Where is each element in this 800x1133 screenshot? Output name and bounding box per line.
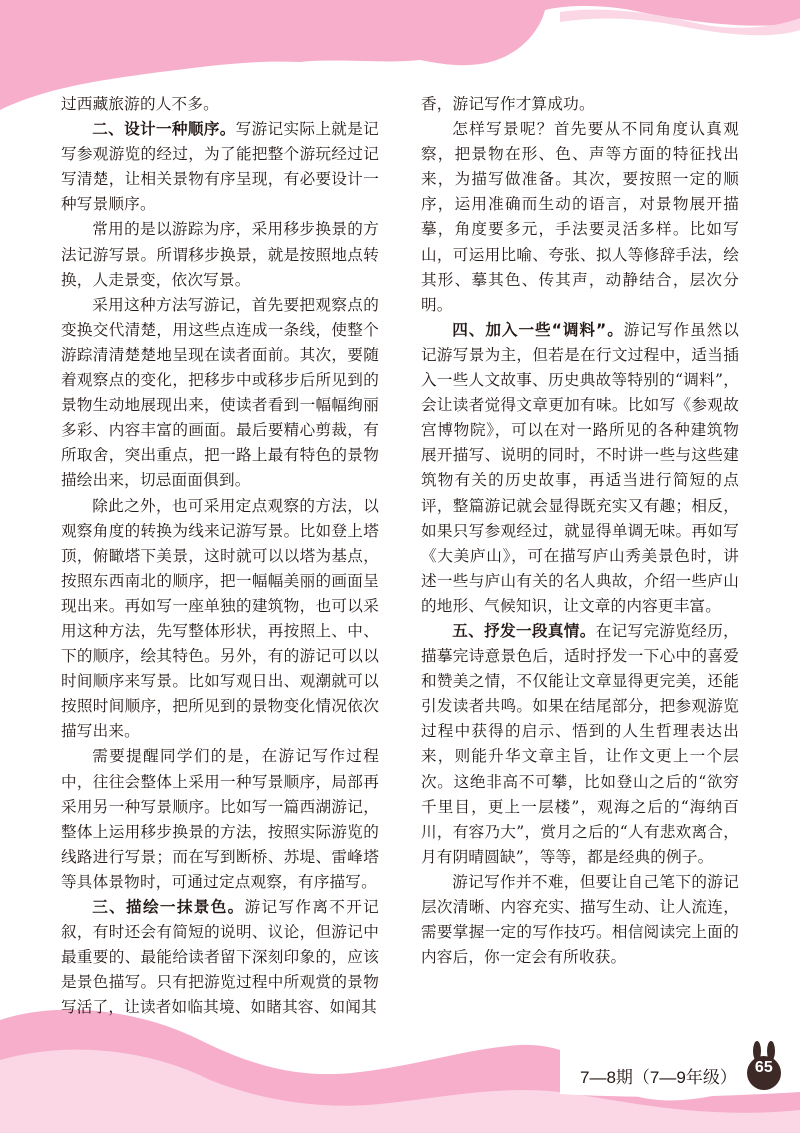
page-number: 65 (754, 1059, 773, 1076)
text: 游记写作虽然以记游写景为主，但若是在行文过程中，适当插入一些人文故事、历史典故等特别的“调料”，会让读者觉得文章更加有味。比如写《参观故宫博物院》，可以在对一路所见的各种建筑物展开描写、说明的同时，不时讲一些与这些建筑物有关的历史故事，再适当进行简短的点评，整篇游记就会显得既充实又有趣；相反，如果只写参观经过，就显得单调无味。再如写《大美庐山》，可在描写庐山秀美景色时，讲述一些与庐山有关的名人典故，介绍一些庐山的地形、气候知识，让文章的内容更丰富。 (421, 320, 739, 615)
section-heading: 三、描绘一抹景色。 (92, 898, 245, 916)
section-two (61, 117, 379, 217)
right-column (421, 92, 739, 970)
section-five (421, 619, 739, 870)
section-heading: 二、设计一种顺序。 (92, 120, 236, 139)
text: 需要提醒同学们的是，在游记写作过程中，往往会整体上采用一种写景顺序，局部再采用另一种写景顺序。比如写一篇西湖游记，整体上运用移步换景的方法，按照实际游览的线路进行写景；而在写到断桥、苏堤、雷峰塔等具体景物时，可通过定点观察，有序描写。 (61, 747, 379, 891)
section-heading: 四、加入一些“调料”。 (452, 320, 624, 339)
section-heading: 五、抒发一段真情。 (452, 621, 596, 640)
text: 过西藏旅游的人不多。 (61, 95, 219, 113)
paragraph (61, 494, 379, 745)
paragraph (421, 92, 739, 117)
paragraph (421, 117, 739, 318)
page-badge (745, 1041, 783, 1091)
section-four (421, 318, 739, 619)
text: 香，游记写作才算成功。 (421, 95, 595, 113)
issue-label: 7—8期（7—9年级） (580, 1067, 737, 1087)
text: 游记写作离不开记叙，有时还会有简短的说明、议论，但游记中最重要的、最能给读者留下深刻印象的，应该是景色描写。只有把游览过程中所观赏的景物写活了，让读者如临其境、如睹其容、如闻其 (61, 898, 379, 1017)
text: 怎样写景呢？首先要从不同角度认真观察，把景物在形、色、声等方面的特征找出来，为描写做准备。其次，要按照一定的顺序，运用准确而生动的语言，对景物展开描摹，角度要多元，手法要灵活多样。比如写山，可运用比喻、夸张、拟人等修辞手法，绘其形、摹其色、传其声，动静结合，层次分明。 (421, 120, 739, 314)
text: 在记写完游览经历，描摹完诗意景色后，适时抒发一下心中的喜爱和赞美之情，不仅能让文章显得更完美，还能引发读者共鸣。如果在结尾部分，把参观游览过程中获得的启示、悟到的人生哲理表达出来，则能升华文章主旨，让作文更上一个层次。这绝非高不可攀，比如登山之后的“欲穷千里目，更上一层楼”，观海之后的“海纳百川，有容乃大”，赏月之后的“人有悲欢离合，月有阴晴圆缺”，等等，都是经典的例子。 (421, 621, 739, 866)
paragraph (421, 870, 739, 970)
text: 常用的是以游踪为序，采用移步换景的方法记游写景。所谓移步换景，就是按照地点转换，人走景变，依次写景。 (61, 220, 379, 289)
text: 采用这种方法写游记，首先要把观察点的变换交代清楚，用这些点连成一条线，使整个游踪清清楚楚地呈现在读者面前。其次，要随着观察点的变化，把移步中或移步后所见到的景物生动地展现出来，使读者看到一幅幅绚丽多彩、内容丰富的画面。最后要精心剪裁，有所取舍，突出重点，把一路上最有特色的景物描绘出来，切忌面面俱到。 (61, 295, 379, 490)
section-three (61, 895, 379, 1020)
paragraph (61, 293, 379, 494)
text: 除此之外，也可采用定点观察的方法，以观察角度的转换为线来记游写景。比如登上塔顶，俯瞰塔下美景，这时就可以以塔为基点，按照东西南北的顺序，把一幅幅美丽的画面呈现出来。再如写一座单独的建筑物，也可以采用这种方法，先写整体形状，再按照上、中、下的顺序，绘其特色。另外，有的游记可以以时间顺序来写景。比如写观日出、观潮就可以按照时间顺序，把所见到的景物变化情况依次描写出来。 (61, 496, 379, 741)
paragraph (61, 217, 379, 292)
text: 写游记实际上就是记写参观游览的经过，为了能把整个游玩经过记写清楚，让相关景物有序呈现，有必要设计一种写景顺序。 (61, 120, 379, 214)
page-footer (580, 1050, 783, 1100)
paragraph (61, 92, 379, 117)
text: 游记写作并不难，但要让自己笔下的游记层次清晰、内容充实、描写生动、让人流连，需要掌握一定的写作技巧。相信阅读完上面的内容后，你一定会有所收获。 (421, 872, 739, 967)
left-column (61, 92, 379, 1020)
paragraph (61, 744, 379, 895)
